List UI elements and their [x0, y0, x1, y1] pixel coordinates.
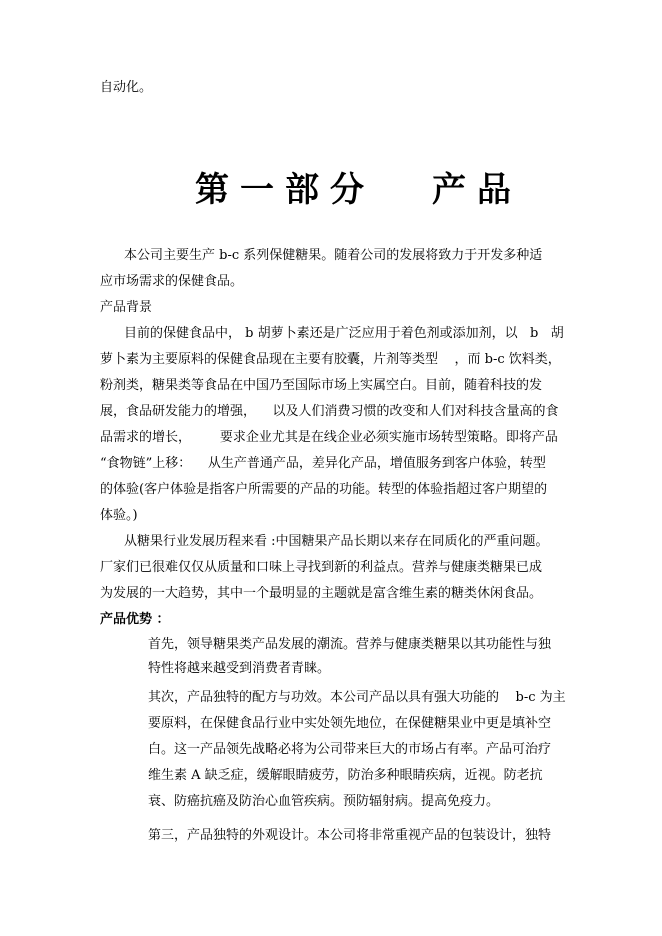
section-title-name: 产品	[432, 170, 522, 210]
advantage-point-2	[148, 685, 566, 815]
background-paragraph-1	[100, 321, 564, 529]
text-line: 体验。)	[100, 508, 138, 523]
text-line: 首先，领导糖果类产品发展的潮流。营养与健康类糖果以其功能性与独	[148, 637, 552, 652]
text-line: 其次，产品独特的配方与功效。本公司产品以具有强大功能的 b-c 为主	[148, 690, 566, 705]
text-line: 目前的保健食品中， b 胡萝卜素还是广泛应用于着色剂或添加剂，以 b 胡	[124, 326, 564, 341]
text-line: 展，食品研发能力的增强， 以及人们消费习惯的改变和人们对科技含量高的食	[100, 404, 559, 419]
section-title-number: 第一部分	[195, 170, 375, 210]
text-line: 品需求的增长， 要求企业尤其是在线企业必须实施市场转型策略。即将产品	[100, 430, 558, 445]
text-line: 特性将越来越受到消费者青睐。	[148, 661, 331, 676]
text-line: 为发展的一大趋势，其中一个最明显的主题就是富含维生素的糖类休闲食品。	[100, 586, 543, 601]
text-line: 厂家们已很难仅仅从质量和口味上寻找到新的利益点。营养与健康类糖果已成	[100, 560, 543, 575]
background-paragraph-2	[100, 529, 549, 607]
text-line: 衰、防癌抗癌及防治心血管疾病。预防辐射病。提高免疫力。	[148, 794, 500, 809]
text-line: 白。这一产品领先战略必将为公司带来巨大的市场占有率。产品可治疗	[148, 742, 552, 757]
text-line: 萝卜素为主要原料的保健食品现在主要有胶囊，片剂等类型 ，而 b-c 饮料类，	[100, 352, 561, 367]
text-line: 本公司主要生产 b-c 系列保健糖果。随着公司的发展将致力于开发多种适	[124, 248, 543, 263]
text-line: 要原料，在保健食品行业中实处领先地位，在保健糖果业中更是填补空	[148, 716, 552, 731]
advantage-point-3	[148, 823, 551, 849]
text-line: 粉剂类，糖果类等食品在中国乃至国际市场上实属空白。目前，随着科技的发	[100, 378, 543, 393]
advantage-point-1	[148, 633, 551, 681]
text-line: 应市场需求的保健食品。	[100, 274, 244, 289]
background-heading-block	[100, 295, 152, 321]
advantages-heading-block	[100, 607, 170, 633]
text-line: 的体验(客户体验是指客户所需要的产品的功能。转型的体验指超过客户期望的	[100, 482, 548, 497]
background-heading: 产品背景	[100, 300, 153, 315]
text-line: 维生素 A 缺乏症，缓解眼睛疲劳，防治多种眼睛疾病，近视。防老抗	[148, 768, 543, 783]
text-line: 自动化。	[100, 80, 153, 95]
intro-paragraph	[100, 243, 542, 295]
previous-section-fragment	[100, 75, 152, 101]
text-line: 第三，产品独特的外观设计。本公司将非常重视产品的包装设计，独特	[148, 828, 552, 843]
advantages-heading: 产品优势 ：	[100, 612, 170, 627]
text-line: “食物链”上移： 从生产普通产品，差异化产品，增值服务到客户体验，转型	[100, 456, 546, 471]
text-line: 从糖果行业发展历程来看 :中国糖果产品长期以来存在同质化的严重问题。	[124, 534, 549, 549]
